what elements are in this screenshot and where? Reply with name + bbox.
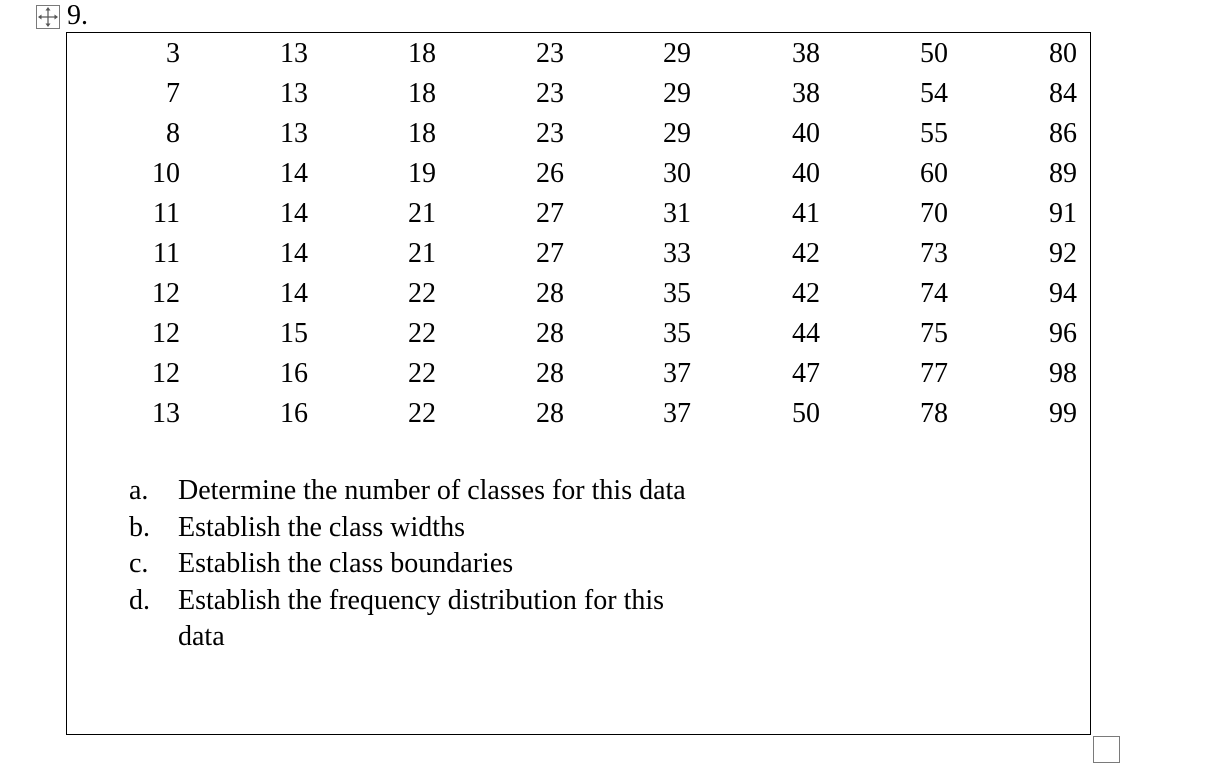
data-cell: 27 [536,198,564,229]
data-cell: 23 [536,78,564,109]
data-cell: 11 [153,238,180,269]
data-cell: 99 [1049,398,1077,429]
data-cell: 42 [792,278,820,309]
task-text: Determine the number of classes for this data [178,475,686,506]
data-cell: 12 [152,358,180,389]
data-cell: 75 [920,318,948,349]
data-cell: 12 [152,278,180,309]
data-cell: 40 [792,118,820,149]
data-cell: 35 [663,318,691,349]
data-cell: 54 [920,78,948,109]
task-item [129,510,709,547]
data-cell: 38 [792,38,820,69]
data-cell: 40 [792,158,820,189]
move-table-handle[interactable] [36,5,60,29]
data-cell: 55 [920,118,948,149]
task-text: Establish the class boundaries [178,548,514,579]
data-cell: 31 [663,198,691,229]
data-cell: 16 [280,358,308,389]
data-cell: 23 [536,118,564,149]
data-cell: 21 [408,238,436,269]
task-letter: a. [129,475,149,506]
task-letter: d. [129,584,150,616]
data-cell: 10 [152,158,180,189]
data-cell: 18 [408,118,436,149]
data-cell: 35 [663,278,691,309]
data-cell: 94 [1049,278,1077,309]
task-item [129,583,709,656]
data-cell: 84 [1049,78,1077,109]
data-cell: 18 [408,38,436,69]
task-letter: b. [129,511,150,543]
data-cell: 42 [792,238,820,269]
task-list [129,473,709,656]
task-text: Establish the frequency distribution for this data [178,584,665,652]
data-cell: 29 [663,78,691,109]
data-cell: 11 [153,198,180,229]
data-cell: 28 [536,278,564,309]
data-cell: 22 [408,278,436,309]
data-cell: 73 [920,238,948,269]
data-cell: 14 [280,198,308,229]
data-cell: 28 [536,358,564,389]
data-cell: 80 [1049,38,1077,69]
data-cell: 50 [792,398,820,429]
data-cell: 13 [280,38,308,69]
data-cell: 3 [166,38,180,69]
task-item [129,473,709,510]
task-item [129,546,709,583]
data-cell: 23 [536,38,564,69]
resize-handle-icon[interactable] [1093,736,1120,763]
data-cell: 14 [280,278,308,309]
data-cell: 44 [792,318,820,349]
data-cell: 13 [280,78,308,109]
data-cell: 77 [920,358,948,389]
data-cell: 37 [663,358,691,389]
data-cell: 22 [408,398,436,429]
data-cell: 92 [1049,238,1077,269]
data-cell: 16 [280,398,308,429]
data-cell: 38 [792,78,820,109]
task-letter: c. [129,548,149,579]
data-cell: 47 [792,358,820,389]
data-cell: 21 [408,198,436,229]
data-table[interactable] [66,32,1091,735]
data-cell: 13 [152,398,180,429]
data-cell: 50 [920,38,948,69]
data-cell: 14 [280,238,308,269]
data-cell: 13 [280,118,308,149]
data-cell: 15 [280,318,308,349]
data-cell: 30 [663,158,691,189]
data-cell: 91 [1049,198,1077,229]
task-text: Establish the class widths [178,511,465,543]
data-cell: 19 [408,158,436,189]
data-cell: 22 [408,318,436,349]
data-cell: 41 [792,198,820,229]
data-cell: 14 [280,158,308,189]
data-cell: 70 [920,198,948,229]
data-cell: 7 [166,78,180,109]
move-arrows-icon [37,6,59,28]
data-cell: 12 [152,318,180,349]
data-cell: 96 [1049,318,1077,349]
data-cell: 29 [663,38,691,69]
data-cell: 8 [166,118,180,149]
data-cell: 29 [663,118,691,149]
data-cell: 26 [536,158,564,189]
data-cell: 27 [536,238,564,269]
data-cell: 74 [920,278,948,309]
data-cell: 37 [663,398,691,429]
data-cell: 78 [920,398,948,429]
data-cell: 18 [408,78,436,109]
data-cell: 60 [920,158,948,189]
data-cell: 89 [1049,158,1077,189]
data-cell: 33 [663,238,691,269]
question-number: 9. [67,0,88,31]
data-cell: 28 [536,398,564,429]
data-cell: 98 [1049,358,1077,389]
data-cell: 28 [536,318,564,349]
data-cell: 86 [1049,118,1077,149]
data-cell: 22 [408,358,436,389]
